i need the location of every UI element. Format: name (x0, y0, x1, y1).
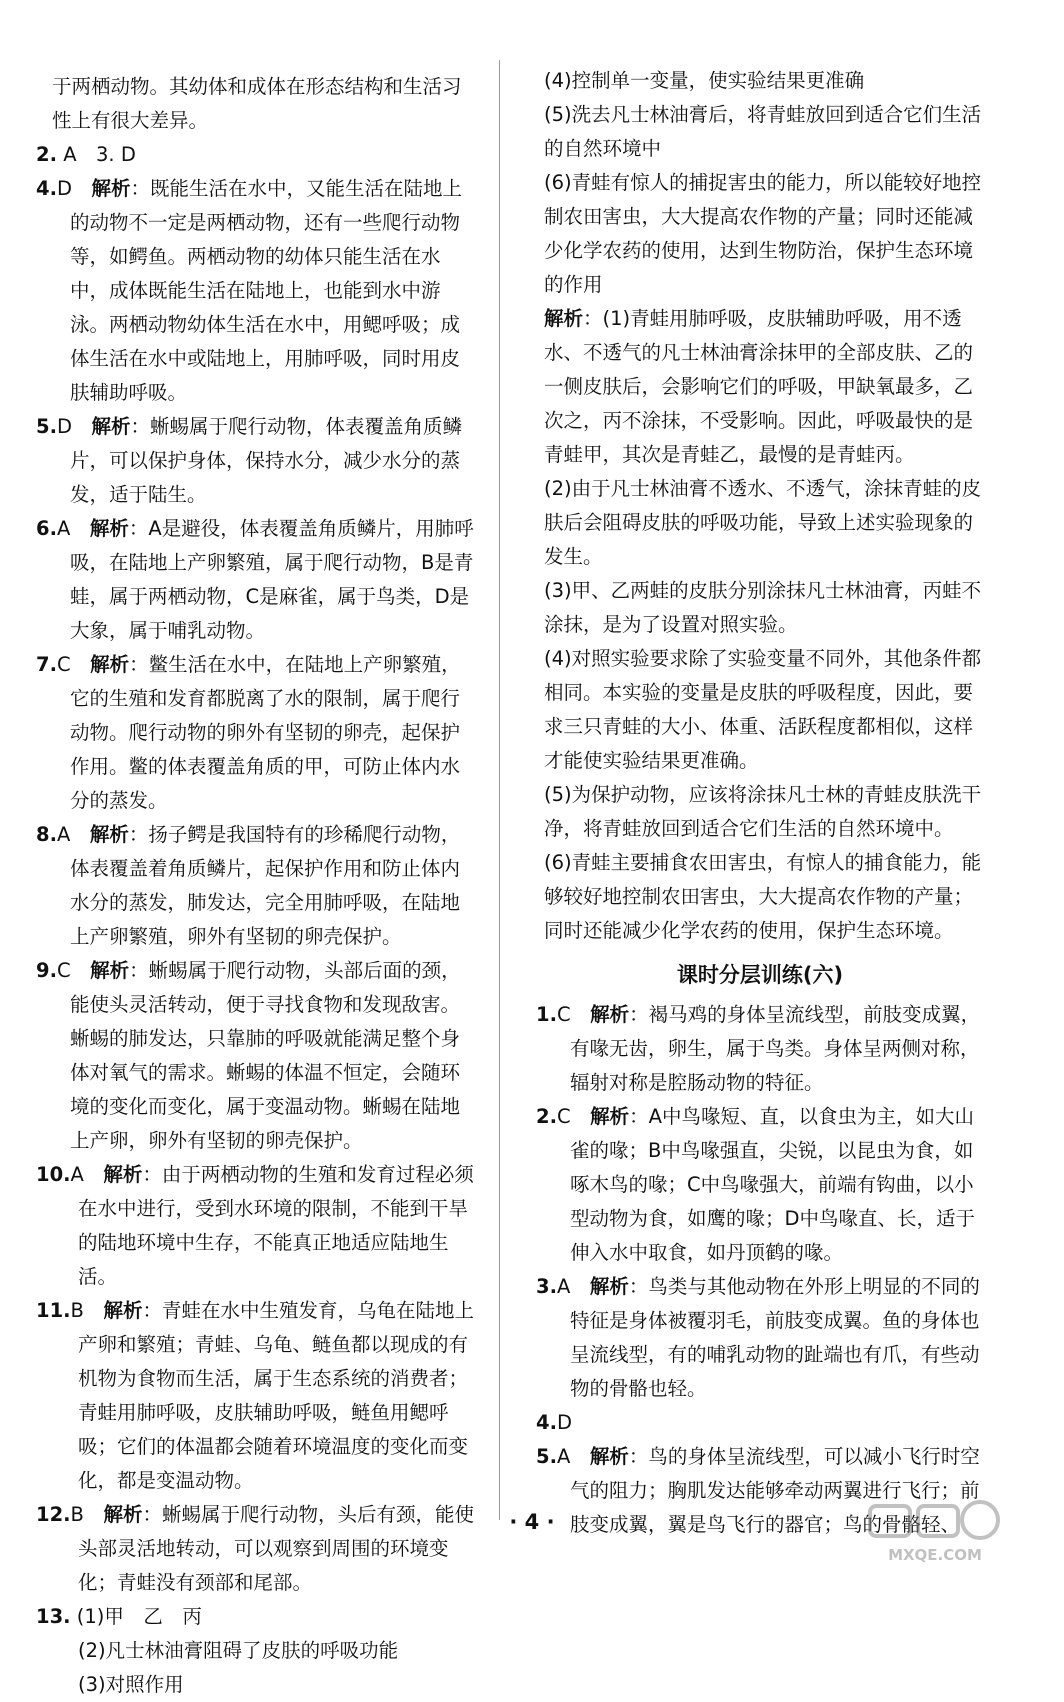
analysis-text: ：蜥蜴属于爬行动物，头后有颈，能使头部灵活地转动，可以观察到周围的环境变化；青蛙没有颈部和尾部。 (78, 1503, 474, 1594)
analysis-paragraph: (3)甲、乙两蛙的皮肤分别涂抹凡士林油膏，丙蛙不涂抹，是为了设置对照实验。 (544, 579, 982, 636)
answer-item (36, 954, 476, 1158)
analysis-label: 解析 (89, 517, 129, 540)
watermark-text: MXQE.COM (888, 1546, 982, 1564)
analysis-label: 解析 (590, 1105, 630, 1128)
item-number: 4. (536, 1411, 557, 1434)
analysis-text: ：褐马鸡的身体呈流线型，前肢变成翼，有喙无齿，卵生，属于鸟类。身体呈两侧对称，辐射对称是腔肠动物的特征。 (570, 1003, 981, 1094)
q13-part-5: (5)洗去凡士林油膏后，将青蛙放回到适合它们生活的自然环境中 (544, 103, 982, 160)
analysis-label: 解析 (91, 177, 131, 200)
item-number: 7. (36, 653, 57, 676)
answer-letter: C (56, 959, 71, 982)
analysis-label: 解析 (589, 1445, 629, 1468)
q13-part-4: (4)控制单一变量，使实验结果更准确 (544, 69, 865, 92)
item-number: 2. (36, 143, 57, 166)
item-number: 13. (36, 1605, 71, 1628)
answer-letter: C (556, 1105, 571, 1128)
answer-item (36, 138, 476, 172)
answer-item (36, 1600, 476, 1634)
item-number: 4. (36, 177, 57, 200)
q13-part-3: (3)对照作用 (78, 1673, 184, 1696)
watermark-logo (862, 1496, 1008, 1566)
analysis-label: 解析 (90, 959, 130, 982)
analysis-text: ：扬子鳄是我国特有的珍稀爬行动物，体表覆盖着角质鳞片，起保护作用和防止体内水分的蒸发，肺发达，完全用肺呼吸，在陆地上产卵繁殖，卵外有坚韧的卵壳保护。 (70, 823, 461, 948)
answer-letter: C (56, 653, 71, 676)
answer-item (536, 1270, 984, 1406)
page-number: · 4 · (509, 1510, 555, 1534)
answer-text: (1)甲 乙 丙 (76, 1605, 202, 1628)
item-number: 9. (36, 959, 57, 982)
analysis-label: 解析 (103, 1163, 143, 1186)
answer-item (536, 1100, 984, 1270)
answer-letter: D (56, 415, 72, 438)
analysis-text: ：A是避役，体表覆盖角质鳞片，用肺呼吸，在陆地上产卵繁殖，属于爬行动物，B是青蛙，属于两栖动物，C是麻雀，属于鸟类，D是大象，属于哺乳动物。 (70, 517, 474, 642)
analysis-text: ：青蛙在水中生殖发育，乌龟在陆地上产卵和繁殖；青蛙、乌龟、鲢鱼都以现成的有机物为食物而生活，属于生态系统的消费者；青蛙用肺呼吸，皮肤辅助呼吸，鲢鱼用鳃呼吸；它们的体温都会随着环境温度的变化而变化，都是变温动物。 (78, 1299, 474, 1492)
analysis-text: ：蜥蜴属于爬行动物，头部后面的颈，能使头灵活转动，便于寻找食物和发现敌害。蜥蜴的肺发达，只靠肺的呼吸就能满足整个身体对氧气的需求。蜥蜴的体温不恒定，会随环境的变化而变化，属于变温动物。蜥蜴在陆地上产卵，卵外有坚韧的卵壳保护。 (70, 959, 461, 1152)
item-number: 11. (36, 1299, 71, 1322)
analysis-paragraph: (5)为保护动物，应该将涂抹凡士林的青蛙皮肤洗干净，将青蛙放回到适合它们生活的自然环境中。 (544, 783, 982, 840)
answer-letter: A (56, 517, 71, 540)
answer-letter: A (556, 1445, 571, 1468)
answer-letter: B (70, 1503, 84, 1526)
answer-item (36, 648, 476, 818)
analysis-text: ：鸟类与其他动物在外形上明显的不同的特征是身体被覆羽毛，前肢变成翼。鱼的身体也呈流线型，有的哺乳动物的趾端也有爪，有些动物的骨骼也轻。 (570, 1275, 980, 1400)
analysis-text: ：鳖生活在水中，在陆地上产卵繁殖，它的生殖和发育都脱离了水的限制，属于爬行动物。爬行动物的卵外有坚韧的卵壳，起保护作用。鳖的体表覆盖角质的甲，可防止体内水分的蒸发。 (70, 653, 461, 812)
item-number: 10. (36, 1163, 71, 1186)
answer-item (536, 998, 984, 1100)
analysis-paragraph: (4)对照实验要求除了实验变量不同外，其他条件都相同。本实验的变量是皮肤的呼吸程度，因此，要求三只青蛙的大小、体重、活跃程度都相似，这样才能使实验结果更准确。 (544, 647, 982, 772)
answer-item (36, 512, 476, 648)
item-number: 8. (36, 823, 57, 846)
analysis-label: 解析 (103, 1299, 143, 1322)
item-number: 12. (36, 1503, 71, 1526)
section-title: 课时分层训练(六) (676, 963, 844, 987)
answer-letter: B (70, 1299, 84, 1322)
answer-letter: C (556, 1003, 571, 1026)
answer-text: A 3. D (63, 143, 136, 166)
intro-paragraph: 于两栖动物。其幼体和成体在形态结构和生活习性上有很大差异。 (52, 75, 462, 132)
item-number: 3. (536, 1275, 557, 1298)
analysis-label: 解析 (91, 415, 131, 438)
answer-item (36, 172, 476, 410)
item-number: 6. (36, 517, 57, 540)
analysis-text: ：鸟的身体呈流线型，可以减小飞行时空气的阻力；胸肌发达能够牵动两翼进行飞行；前肢变成翼，翼是鸟飞行的器官；鸟的骨骼轻、 (570, 1445, 980, 1536)
answer-letter: A (70, 1163, 84, 1186)
analysis-text: ：(1)青蛙用肺呼吸，皮肤辅助呼吸，用不透水、不透气的凡士林油膏涂抹甲的全部皮肤、乙的一侧皮肤后，会影响它们的呼吸，甲缺氧最多，乙次之，丙不涂抹，不受影响。因此，呼吸最快的是青蛙甲，其次是青蛙乙，最慢的是青蛙丙。 (544, 307, 974, 466)
analysis-paragraph: (6)青蛙主要捕食农田害虫，有惊人的捕食能力，能够较好地控制农田害虫，大大提高农作物的产量；同时还能减少化学农药的使用，保护生态环境。 (544, 851, 982, 942)
answer-item (36, 410, 476, 512)
column-divider (499, 60, 500, 1520)
answer-letter: A (556, 1275, 571, 1298)
answer-item (36, 1294, 476, 1498)
answer-letter: A (56, 823, 71, 846)
analysis-text: ：蜥蜴属于爬行动物，体表覆盖角质鳞片，可以保护身体，保持水分，减少水分的蒸发，适于陆生。 (70, 415, 463, 506)
analysis-paragraph: (2)由于凡士林油膏不透水、不透气，涂抹青蛙的皮肤后会阻碍皮肤的呼吸功能，导致上述实验现象的发生。 (544, 477, 982, 568)
left-column (36, 70, 476, 1702)
answer-item (36, 1158, 476, 1294)
analysis-label: 解析 (103, 1503, 143, 1526)
q13-part-2: (2)凡士林油膏阻碍了皮肤的呼吸功能 (78, 1639, 399, 1662)
item-number: 1. (536, 1003, 557, 1026)
analysis-text: ：由于两栖动物的生殖和发育过程必须在水中进行，受到水环境的限制，不能到干旱的陆地环境中生存，不能真正地适应陆地生活。 (78, 1163, 474, 1288)
analysis-text: ：A中鸟喙短、直，以食虫为主，如大山雀的喙；B中鸟喙强直，尖锐，以昆虫为食，如啄木鸟的喙；C中鸟喙强大，前端有钩曲，以小型动物为食，如鹰的喙；D中鸟喙直、长，适于伸入水中取食，如丹顶鹤的喙。 (570, 1105, 976, 1264)
item-number: 5. (36, 415, 57, 438)
answer-item (36, 818, 476, 954)
analysis-label: 解析 (590, 1003, 630, 1026)
q13-part-6: (6)青蛙有惊人的捕捉害虫的能力，所以能较好地控制农田害虫，大大提高农作物的产量；同时还能减少化学农药的使用，达到生物防治，保护生态环境的作用 (544, 171, 982, 296)
right-column (536, 64, 984, 1542)
item-number: 5. (536, 1445, 557, 1468)
analysis-label: 解析 (544, 307, 584, 330)
answer-letter: D (556, 1411, 572, 1434)
analysis-text: ：既能生活在水中，又能生活在陆地上的动物不一定是两栖动物，还有一些爬行动物等，如鳄鱼。两栖动物的幼体只能生活在水中，成体既能生活在陆地上，也能到水中游泳。两栖动物幼体生活在水中，用鳃呼吸；成体生活在水中或陆地上，用肺呼吸，同时用皮肤辅助呼吸。 (70, 177, 463, 404)
answer-letter: D (56, 177, 72, 200)
analysis-label: 解析 (89, 823, 129, 846)
answer-item (536, 1406, 984, 1440)
analysis-label: 解析 (90, 653, 130, 676)
q13-analysis (536, 302, 984, 472)
analysis-label: 解析 (589, 1275, 629, 1298)
item-number: 2. (536, 1105, 557, 1128)
